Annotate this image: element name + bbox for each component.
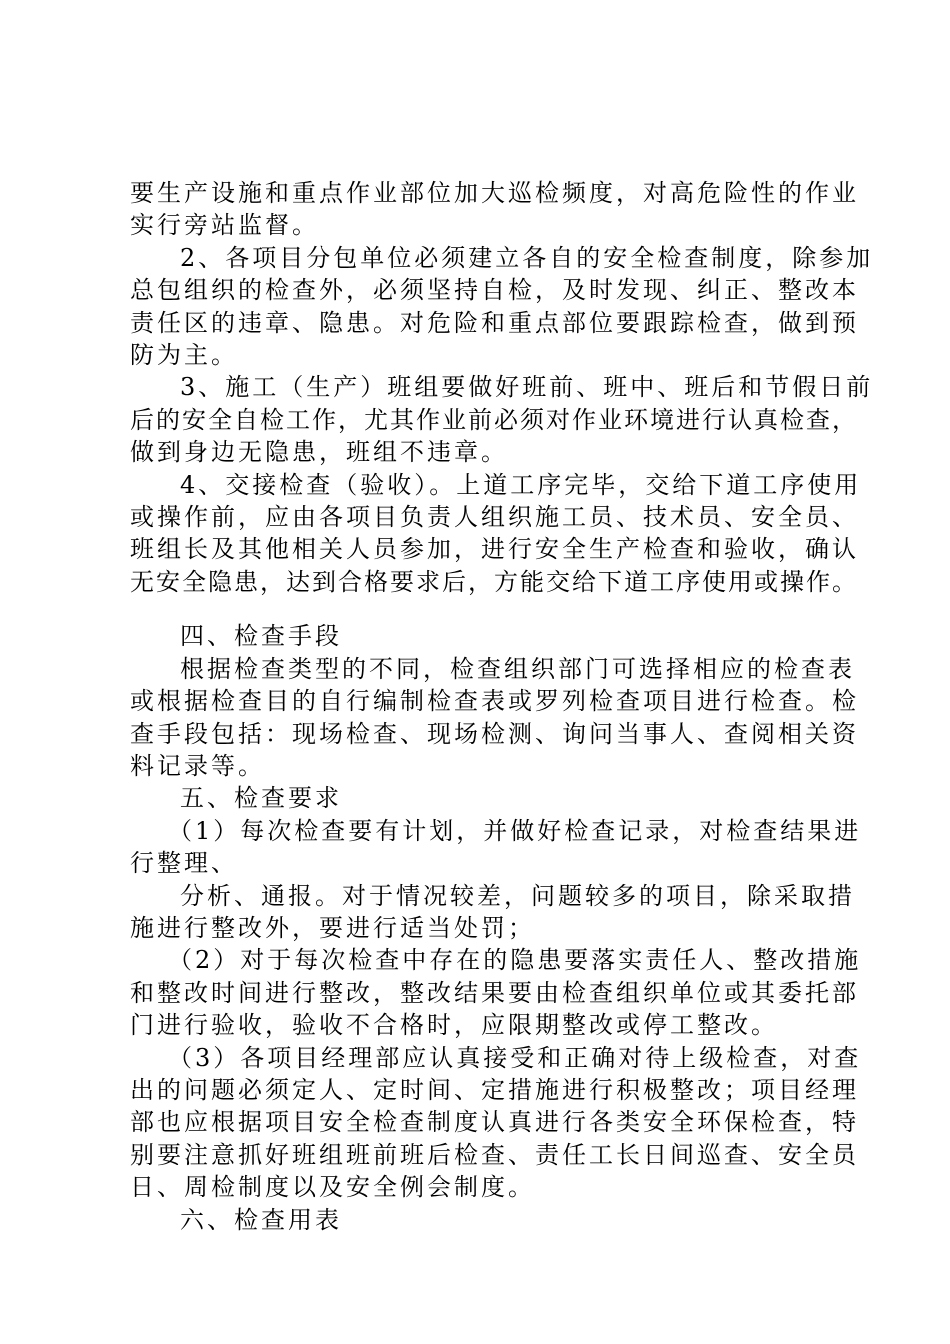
paragraph-requirement-1-cont: [130, 880, 855, 945]
paragraph-requirement-3: [130, 1042, 862, 1204]
paragraph-requirement-1: [130, 815, 862, 880]
paragraph-item-3: [130, 371, 874, 468]
text-line: （3）各项目经理部应认真接受和正确对待上级检查，对查: [168, 1043, 862, 1072]
text-line: 日、周检制度以及安全例会制度。: [130, 1173, 535, 1202]
text-line: 做到身边无隐患，班组不违章。: [130, 438, 508, 467]
paragraph-continued: [130, 177, 859, 242]
text-line: 班组长及其他相关人员参加，进行安全生产检查和验收，确认: [130, 535, 859, 564]
document-body: [130, 177, 874, 1236]
paragraph-inspection-means: [130, 653, 859, 783]
text-line: 或根据检查目的自行编制检查表或罗列检查项目进行检查。检: [130, 687, 859, 716]
paragraph-gap: [130, 598, 845, 620]
text-line: （1）每次检查要有计划，并做好检查记录，对检查结果进: [168, 816, 862, 845]
section-heading-6: [130, 1204, 845, 1236]
text-line: 门进行验收，验收不合格时，应限期整改或停工整改。: [130, 1011, 778, 1040]
text-line: （2）对于每次检查中存在的隐患要落实责任人、整改措施: [168, 946, 862, 975]
paragraph-item-2: [130, 242, 874, 372]
text-line: 别要注意抓好班组班前班后检查、责任工长日间巡查、安全员: [130, 1140, 859, 1169]
text-line: 无安全隐患，达到合格要求后，方能交给下道工序使用或操作。: [130, 567, 858, 596]
text-line: 出的问题必须定人、定时间、定措施进行积极整改；项目经理: [130, 1075, 859, 1104]
text-line: 或操作前，应由各项目负责人组织施工员、技术员、安全员、: [130, 503, 859, 532]
text-line: 责任区的违章、隐患。对危险和重点部位要跟踪检查，做到预: [130, 308, 859, 337]
text-line: 行整理、: [130, 849, 238, 878]
text-line: 和整改时间进行整改，整改结果要由检查组织单位或其委托部: [130, 978, 859, 1007]
text-line: 部也应根据项目安全检查制度认真进行各类安全环保检查，特: [130, 1108, 859, 1137]
text-line: 4、交接检查（验收）。上道工序完毕，交给下道工序使用: [180, 470, 862, 499]
section-heading-5: [130, 782, 845, 814]
section-heading-4: [130, 620, 845, 652]
text-line: 查手段包括：现场检查、现场检测、询问当事人、查阅相关资: [130, 719, 859, 748]
text-line: 分析、通报。对于情况较差，问题较多的项目，除采取措: [180, 881, 855, 910]
text-line: 总包组织的检查外，必须坚持自检，及时发现、纠正、整改本: [130, 276, 859, 305]
text-line: 防为主。: [130, 341, 238, 370]
text-line: 3、施工（生产）班组要做好班前、班中、班后和节假日前: [180, 373, 874, 402]
heading-text: 四、检查手段: [180, 622, 342, 651]
text-line: 料记录等。: [130, 751, 265, 780]
text-line: 后的安全自检工作，尤其作业前必须对作业环境进行认真检查，: [130, 405, 858, 434]
paragraph-item-4: [130, 469, 862, 599]
text-line: 实行旁站监督。: [130, 211, 319, 240]
text-line: 2、各项目分包单位必须建立各自的安全检查制度，除参加: [180, 243, 874, 272]
paragraph-requirement-2: [130, 944, 862, 1041]
text-line: 根据检查类型的不同，检查组织部门可选择相应的检查表: [180, 654, 855, 683]
text-line: 要生产设施和重点作业部位加大巡检频度，对高危险性的作业: [130, 179, 859, 207]
text-line: 施进行整改外，要进行适当处罚；: [130, 913, 535, 942]
heading-text: 五、检查要求: [180, 784, 342, 813]
heading-text: 六、检查用表: [180, 1205, 342, 1234]
